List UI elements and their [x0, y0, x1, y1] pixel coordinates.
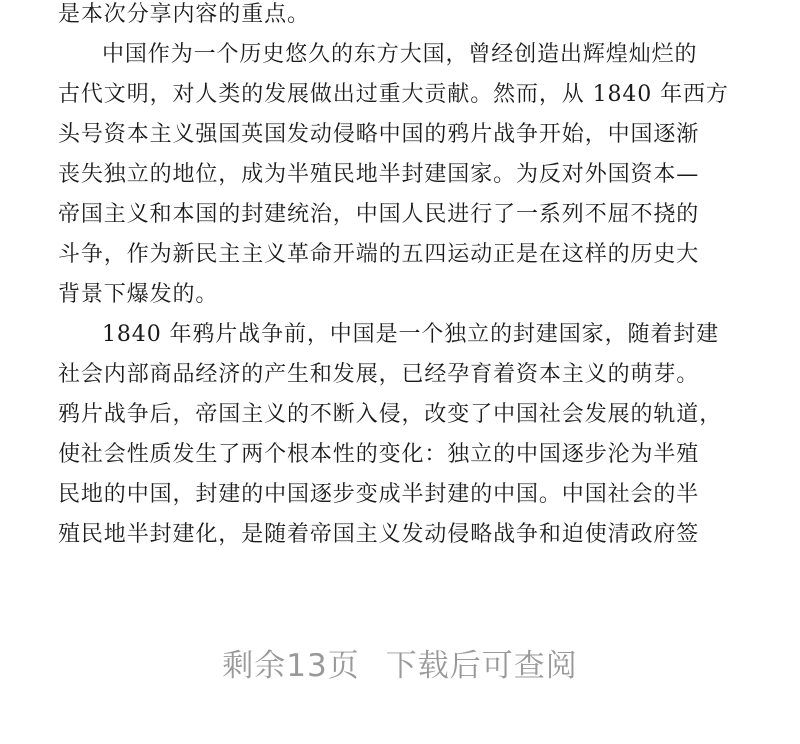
text-line: 民地的中国，封建的中国逐步变成半封建的中国。中国社会的半	[58, 482, 700, 507]
text-line: 头号资本主义强国英国发动侵略中国的鸦片战争开始，中国逐渐	[58, 122, 700, 147]
text-line: 中国作为一个历史悠久的东方大国，曾经创造出辉煌灿烂的	[102, 42, 698, 67]
text-line: 古代文明，对人类的发展做出过重大贡献。然而，从 1840 年西方	[58, 82, 729, 107]
download-to-view-label[interactable]: 下载后可查阅	[385, 648, 578, 684]
document-body	[58, 0, 748, 560]
text-line: 社会内部商品经济的产生和发展，已经孕育着资本主义的萌芽。	[58, 362, 700, 387]
text-line: 使社会性质发生了两个根本性的变化：独立的中国逐步沦为半殖	[58, 442, 700, 467]
text-line: 是本次分享内容的重点。	[58, 2, 310, 27]
text-line: 背景下爆发的。	[58, 282, 219, 307]
remaining-pages-label: 剩余13页	[222, 648, 360, 684]
text-line: 鸦片战争后，帝国主义的不断入侵，改变了中国社会发展的轨道，	[58, 402, 723, 427]
text-line: 丧失独立的地位，成为半殖民地半封建国家。为反对外国资本—	[58, 162, 700, 187]
download-prompt[interactable]	[0, 640, 800, 685]
text-line: 殖民地半封建化，是随着帝国主义发动侵略战争和迫使清政府签	[58, 522, 700, 547]
text-line: 帝国主义和本国的封建统治，中国人民进行了一系列不屈不挠的	[58, 202, 700, 227]
text-line: 1840 年鸦片战争前，中国是一个独立的封建国家，随着封建	[102, 322, 720, 347]
text-line: 斗争，作为新民主主义革命开端的五四运动正是在这样的历史大	[58, 242, 700, 267]
